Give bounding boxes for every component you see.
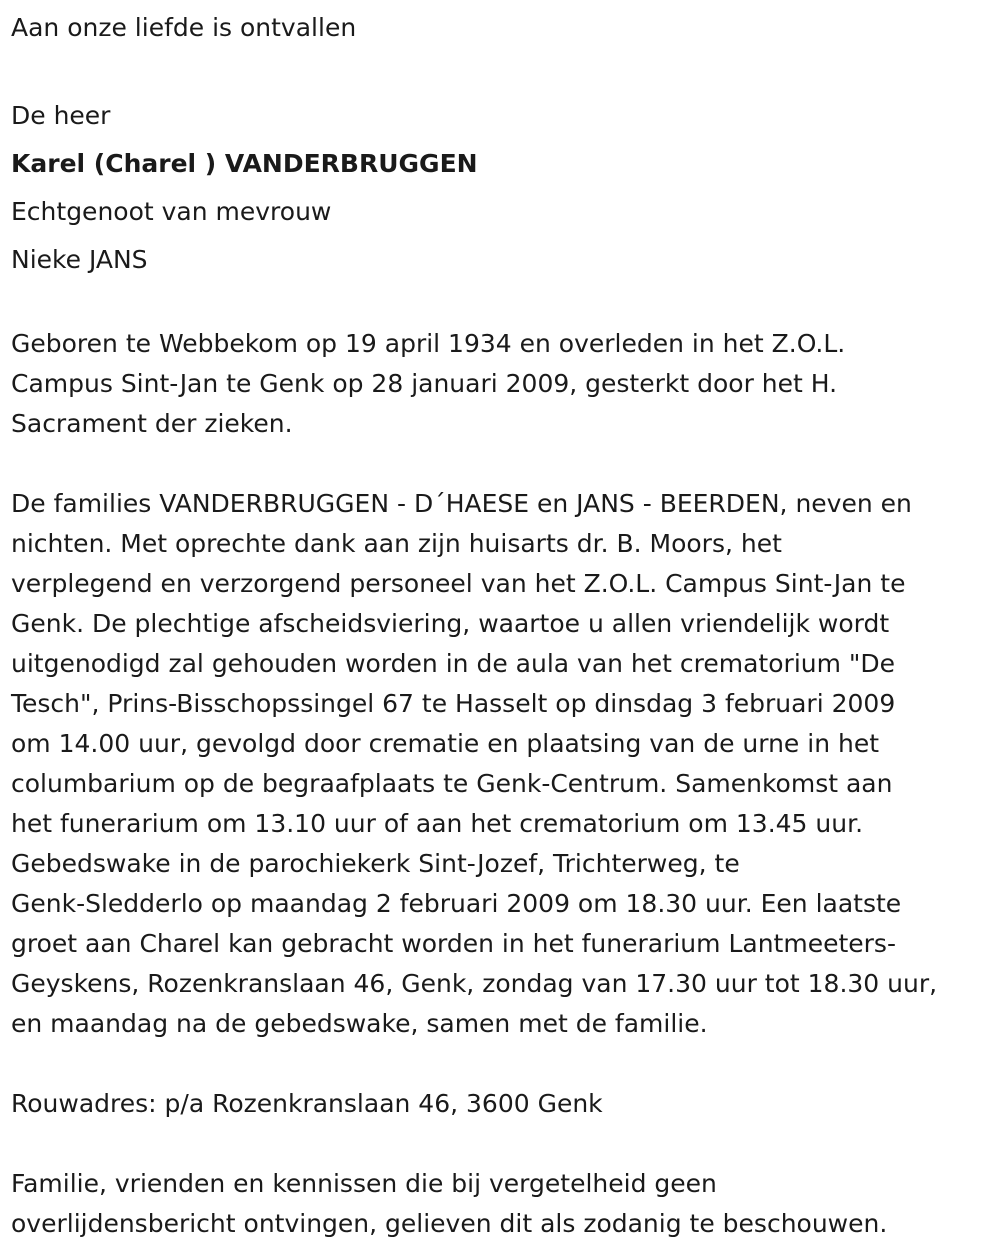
paragraph-line: Genk. De plechtige afscheidsviering, waartoe u allen vriendelijk wordt — [11, 609, 890, 638]
closing-paragraph — [11, 1164, 990, 1244]
paragraph-line: het funerarium om 13.10 uur of aan het crematorium om 13.45 uur. — [11, 809, 864, 838]
paragraph-line: overlijdensbericht ontvingen, gelieven dit als zodanig te beschouwen. — [11, 1209, 888, 1238]
paragraph-line: Sacrament der zieken. — [11, 409, 293, 438]
deceased-name: Karel (Charel ) VANDERBRUGGEN — [11, 149, 478, 178]
paragraph-line: groet aan Charel kan gebracht worden in het funerarium Lantmeeters- — [11, 929, 896, 958]
spouse-label: Echtgenoot van mevrouw — [11, 197, 332, 226]
spacer — [11, 1044, 990, 1084]
spacer — [11, 1124, 990, 1164]
spouse-name: Nieke JANS — [11, 245, 148, 274]
spacer — [11, 444, 990, 484]
paragraph-line: De families VANDERBRUGGEN - D´HAESE en JANS - BEERDEN, neven en — [11, 489, 912, 518]
paragraph-line: om 14.00 uur, gevolgd door crematie en plaatsing van de urne in het — [11, 729, 880, 758]
spacer — [11, 284, 990, 324]
paragraph-line: Tesch", Prins-Bisschopssingel 67 te Hasselt op dinsdag 3 februari 2009 — [11, 689, 896, 718]
intro-text: Aan onze liefde is ontvallen — [11, 13, 357, 42]
paragraph-line: uitgenodigd zal gehouden worden in de aula van het crematorium "De — [11, 649, 896, 678]
mourning-address: Rouwadres: p/a Rozenkranslaan 46, 3600 Genk — [11, 1089, 603, 1118]
paragraph-line: verplegend en verzorgend personeel van het Z.O.L. Campus Sint-Jan te — [11, 569, 906, 598]
paragraph-line: Campus Sint-Jan te Genk op 28 januari 2009, gesterkt door het H. — [11, 369, 838, 398]
paragraph-line: en maandag na de gebedswake, samen met de familie. — [11, 1009, 708, 1038]
paragraph-line: nichten. Met oprechte dank aan zijn huisarts dr. B. Moors, het — [11, 529, 782, 558]
title-text: De heer — [11, 101, 111, 130]
paragraph-line: Genk-Sledderlo op maandag 2 februari 2009 om 18.30 uur. Een laatste — [11, 889, 902, 918]
paragraph-line: Gebedswake in de parochiekerk Sint-Jozef, Trichterweg, te — [11, 849, 740, 878]
birth-death-paragraph — [11, 324, 990, 444]
paragraph-line: Geboren te Webbekom op 19 april 1934 en overleden in het Z.O.L. — [11, 329, 846, 358]
paragraph-line: columbarium op de begraafplaats te Genk-Centrum. Samenkomst aan — [11, 769, 893, 798]
families-paragraph — [11, 484, 990, 1044]
paragraph-line: Geyskens, Rozenkranslaan 46, Genk, zondag van 17.30 uur tot 18.30 uur, — [11, 969, 938, 998]
spacer — [11, 52, 990, 92]
paragraph-line: Familie, vrienden en kennissen die bij vergetelheid geen — [11, 1169, 717, 1198]
